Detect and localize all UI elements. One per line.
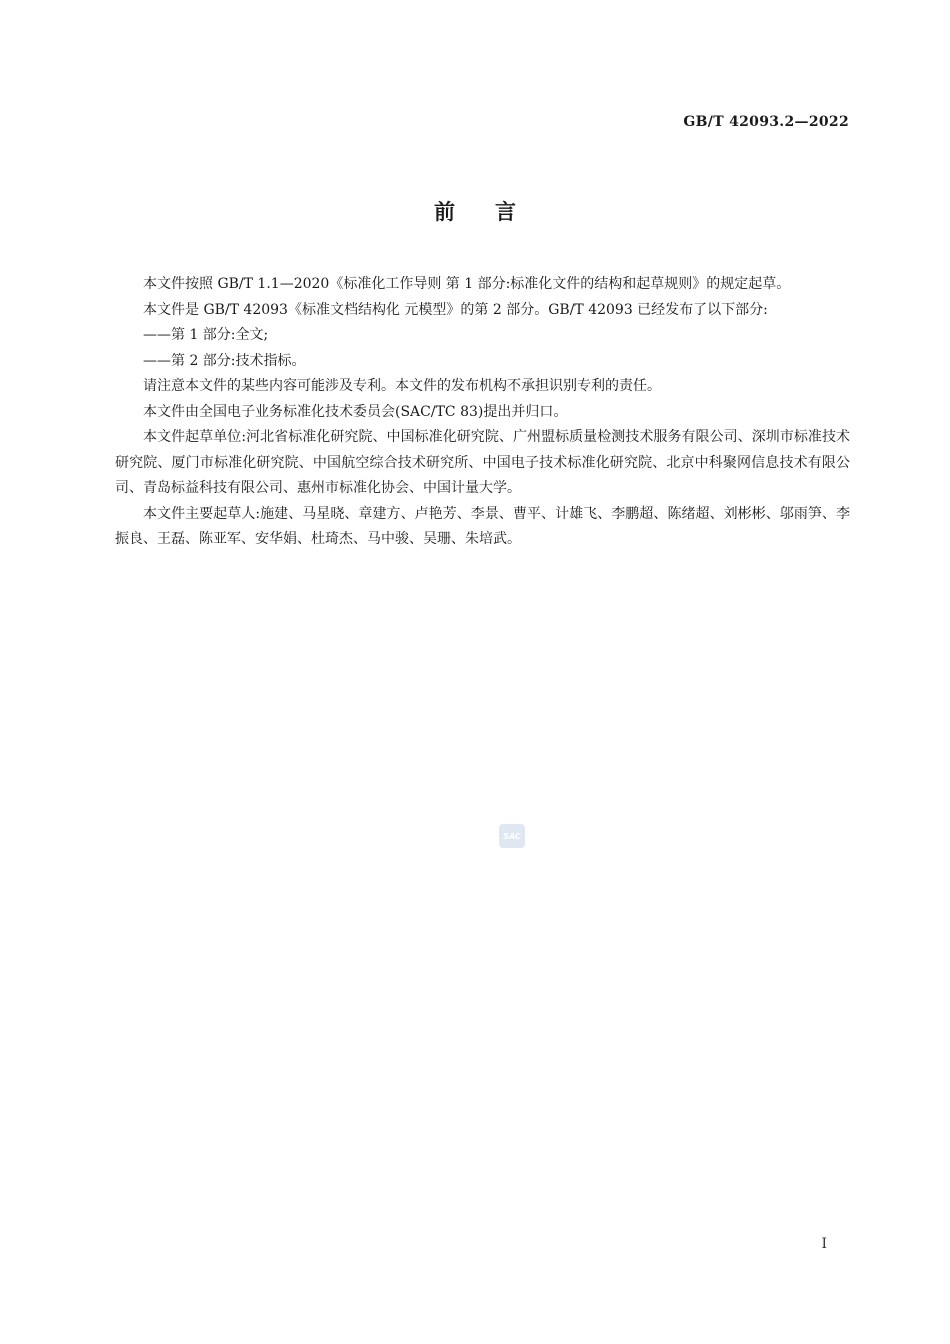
- paragraph-drafting-rules: 本文件按照 GB/T 1.1—2020《标准化工作导则 第 1 部分:标准化文件的结构和起草规则》的规定起草。: [143, 276, 791, 292]
- paragraph-patent-notice: 请注意本文件的某些内容可能涉及专利。本文件的发布机构不承担识别专利的责任。: [143, 378, 661, 394]
- document-body: [115, 272, 850, 553]
- sac-logo-watermark: SAC: [499, 824, 525, 848]
- standard-number: GB/T 42093.2—2022: [683, 114, 849, 130]
- paragraph-series-info: 本文件是 GB/T 42093《标准文档结构化 元模型》的第 2 部分。GB/T 42093 已经发布了以下部分:: [143, 301, 768, 318]
- page-number: I: [821, 1236, 827, 1252]
- paragraph-proposer: 本文件由全国电子业务标准化技术委员会(SAC/TC 83)提出并归口。: [143, 403, 568, 420]
- list-item-part-1: ——第 1 部分:全文;: [143, 327, 269, 343]
- list-item-part-2: ——第 2 部分:技术指标。: [143, 352, 306, 369]
- paragraph-drafting-units: 本文件起草单位:河北省标准化研究院、中国标准化研究院、广州盟标质量检测技术服务有限公司、深圳市标准技术研究院、厦门市标准化研究院、中国航空综合技术研究所、中国电子技术标准化研究院、北京中科聚网信息技术有限公司、青岛标益科技有限公司、惠州市标准化协会、中国计量大学。: [115, 429, 850, 496]
- paragraph-drafters: 本文件主要起草人:施建、马星晓、章建方、卢艳芳、李景、曹平、计雄飞、李鹏超、陈绪超、刘彬彬、邬雨笋、李振良、王磊、陈亚军、安华娟、杜琦杰、马中骏、吴珊、朱培武。: [115, 505, 850, 547]
- page-title: 前言: [434, 200, 556, 224]
